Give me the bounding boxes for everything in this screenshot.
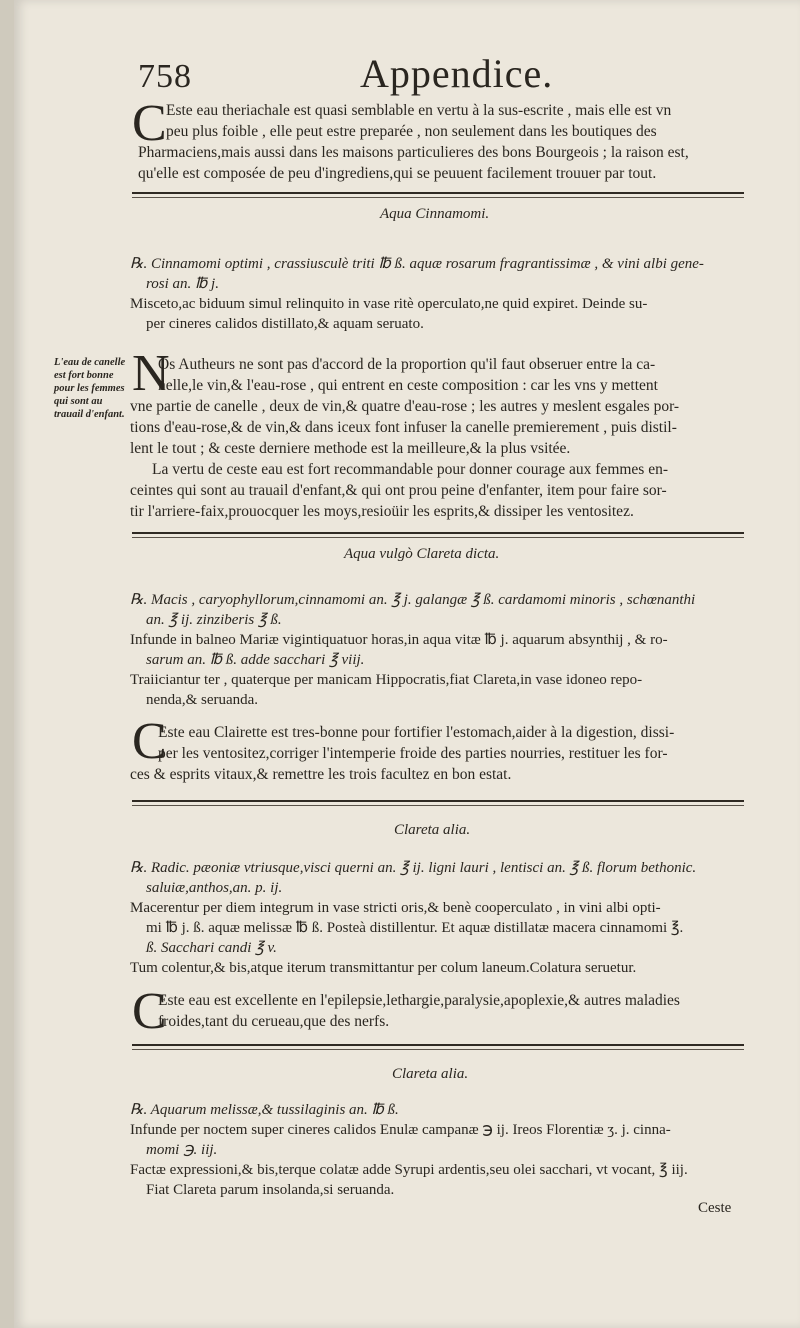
text-line: Este eau Clairette est tres-bonne pour fortifier l'estomach,aider à la digestion, dissi-	[158, 724, 675, 741]
recipe-line: saluiæ,anthos,an. p. ij.	[146, 880, 283, 896]
section-divider	[132, 192, 744, 194]
recipe-line: Macerentur per diem integrum in vase stricti oris,& benè cooperculato , in vini albi opti-	[130, 900, 661, 916]
book-page	[14, 0, 800, 1328]
text-line: tir l'arriere-faix,prouocquer les moys,resioüir les esprits,& dissiper les ventositez.	[130, 503, 634, 520]
text-line: tions d'eau-rose,& de vin,& dans iceux font infuser la canelle premierement , puis distil-	[130, 419, 677, 436]
section-divider	[132, 800, 744, 802]
recipe-line: per cineres calidos distillato,& aquam seruato.	[146, 316, 424, 332]
commentary-paragraph	[130, 354, 746, 522]
drop-cap: C	[132, 713, 167, 770]
section-title: Clareta alia.	[392, 1066, 469, 1082]
recipe-line: ℞. Aquarum melissæ,& tussilaginis an. ℔ ß.	[130, 1102, 399, 1118]
recipe	[130, 254, 750, 334]
recipe-line: ℞. Cinnamomi optimi , crassiusculè triti ℔ ß. aquæ rosarum fragrantissimæ , & vini albi gene-	[130, 256, 704, 272]
text-line: vne partie de canelle , deux de vin,& quatre d'eau-rose ; les autres y meslent esgales por-	[130, 398, 680, 415]
text-line: ceintes qui sont au trauail d'enfant,& qui ont prou peine d'enfanter, item pour faire sor-	[130, 482, 667, 499]
recipe-line: momi ℈. iij.	[146, 1142, 218, 1158]
intro-paragraph	[138, 100, 746, 184]
recipe-line: rosi an. ℔ j.	[146, 276, 219, 292]
margin-note: L'eau de canelle est fort bonne pour les femmes qui sont au trauail d'enfant.	[54, 357, 126, 420]
text-line: Pharmaciens,mais aussi dans les maisons particulieres des bons Bourgeois ; la raison est,	[138, 144, 689, 161]
recipe-line: nenda,& seruanda.	[146, 692, 259, 708]
text-line: Este eau est excellente en l'epilepsie,lethargie,paralysie,apoplexie,& autres maladies	[158, 992, 680, 1009]
section-divider-thin	[132, 805, 744, 806]
section-title: Clareta alia.	[394, 822, 471, 838]
section-title: Aqua vulgò Clareta dicta.	[344, 546, 500, 562]
text-line: per les ventositez,corriger l'intemperie froide des parties nourries, restituer les for-	[158, 745, 668, 762]
drop-cap: C	[132, 983, 167, 1040]
section-divider-thin	[132, 537, 744, 538]
text-line: Os Autheurs ne sont pas d'accord de la proportion qu'il faut obseruer entre la ca-	[158, 356, 656, 373]
recipe-line: Infunde per noctem super cineres calidos Enulæ campanæ ℈ ij. Ireos Florentiæ ʒ. j. cinna-	[130, 1122, 671, 1138]
section-divider-thin	[132, 1049, 744, 1050]
recipe-line: ℞. Radic. pæoniæ vtriusque,visci querni an. ℥ ij. ligni lauri , lentisci an. ℥ ß. florum bethonic.	[130, 860, 697, 876]
recipe	[130, 1100, 750, 1200]
text-line: Este eau theriachale est quasi semblable en vertu à la sus-escrite , mais elle est vn	[166, 102, 672, 119]
drop-cap: N	[132, 345, 170, 402]
recipe-line: an. ℥ ij. zinziberis ℥ ß.	[146, 612, 282, 628]
recipe-line: ß. Sacchari candi ℥ v.	[146, 940, 277, 956]
section-divider-thin	[132, 197, 744, 198]
text-line: nelle,le vin,& l'eau-rose , qui entrent en ceste composition : car les vns y mettent	[158, 377, 658, 394]
recipe-line: Fiat Clareta parum insolanda,si seruanda.	[146, 1182, 395, 1198]
commentary-paragraph	[130, 722, 746, 785]
page-title: Appendice.	[360, 51, 554, 96]
page-number: 758	[138, 58, 192, 95]
recipe-line: Infunde in balneo Mariæ vigintiquatuor horas,in aqua vitæ ℔ j. aquarum absynthij , & ro-	[130, 632, 668, 648]
recipe-line: Misceto,ac biduum simul relinquito in vase ritè operculato,ne quid expiret. Deinde su-	[130, 296, 648, 312]
section-divider	[132, 532, 744, 534]
recipe	[130, 590, 750, 710]
text-line: ces & esprits vitaux,& remettre les trois facultez en bon estat.	[130, 766, 512, 783]
text-line: qu'elle est composée de peu d'ingrediens,qui se peuuent facilement trouuer par tout.	[138, 165, 657, 182]
recipe-line: Tum colentur,& bis,atque iterum transmittantur per colum laneum.Colatura seruetur.	[130, 960, 637, 976]
section-divider	[132, 1044, 744, 1046]
text-line: lent le tout ; & ceste derniere methode est la meilleure,& la plus vsitée.	[130, 440, 571, 457]
recipe-line: ℞. Macis , caryophyllorum,cinnamomi an. ℥ j. galangæ ℥ ß. cardamomi minoris , schœnanthi	[130, 592, 696, 608]
recipe-line: Factæ expressioni,& bis,terque colatæ adde Syrupi ardentis,seu olei sacchari, vt vocant, ℥ iij.	[130, 1162, 688, 1178]
text-line: peu plus foible , elle peut estre preparée , non seulement dans les boutiques des	[166, 123, 657, 140]
section-title: Aqua Cinnamomi.	[380, 206, 490, 222]
recipe-line: Traiiciantur ter , quaterque per manicam Hippocratis,fiat Clareta,in vase idoneo repo-	[130, 672, 643, 688]
text-line: La vertu de ceste eau est fort recommandable pour donner courage aux femmes en-	[152, 461, 669, 478]
catchword: Ceste	[698, 1200, 732, 1216]
recipe	[130, 858, 750, 978]
commentary-paragraph	[130, 990, 746, 1032]
drop-cap: C	[132, 95, 167, 152]
text-line: froides,tant du cerueau,que des nerfs.	[158, 1013, 390, 1030]
recipe-line: mi ℔ j. ß. aquæ melissæ ℔ ß. Posteà distillentur. Et aquæ distillatæ macera cinnamomi ℥.	[146, 920, 684, 936]
recipe-line: sarum an. ℔ ß. adde sacchari ℥ viij.	[146, 652, 365, 668]
